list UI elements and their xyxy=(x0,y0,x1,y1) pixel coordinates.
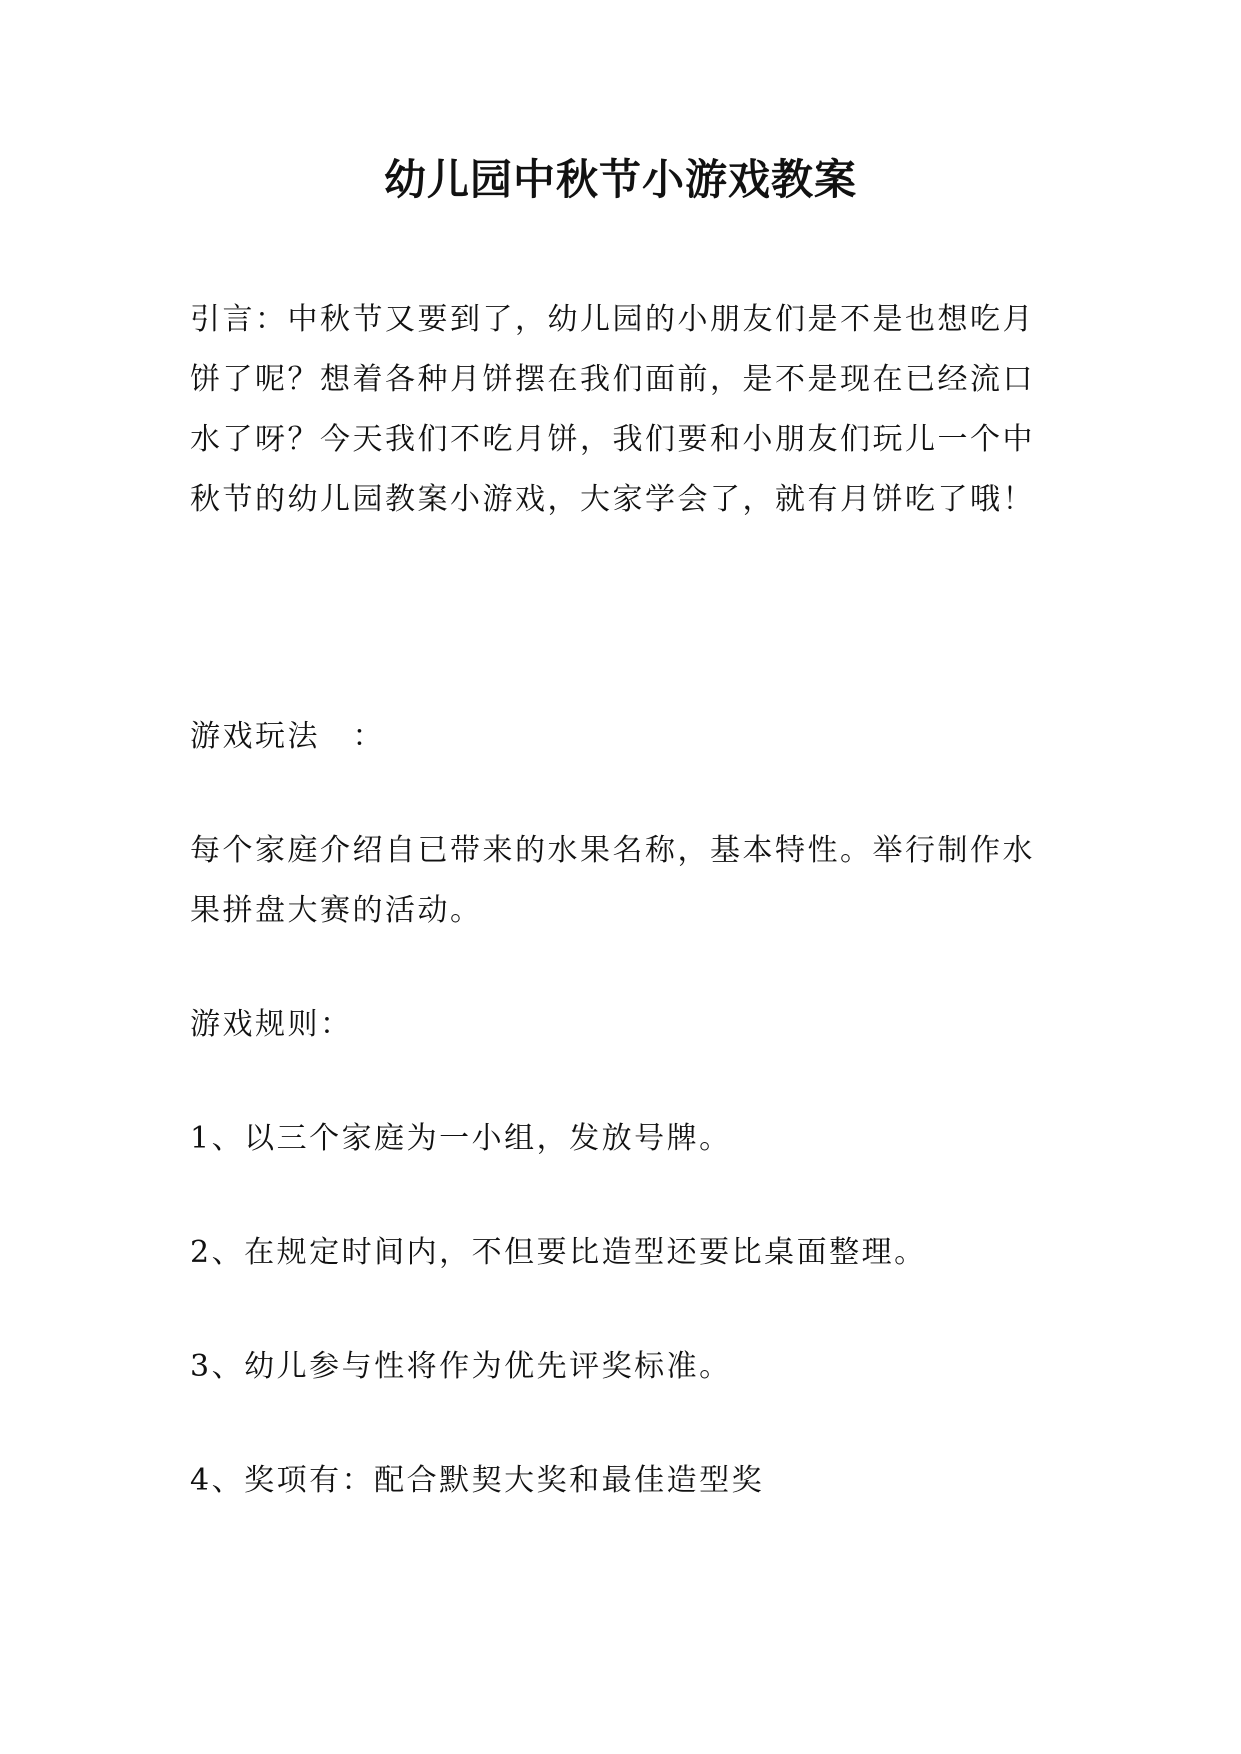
rule-item-4: 4、奖项有：配合默契大奖和最佳造型奖 xyxy=(190,1463,765,1498)
document-title: 幼儿园中秋节小游戏教案 xyxy=(383,155,857,204)
document-body xyxy=(190,290,1065,1511)
rule-item-3: 3、幼儿参与性将作为优先评奖标准。 xyxy=(190,1349,732,1384)
rules-heading: 游戏规则： xyxy=(190,1007,353,1042)
rule-item-1: 1、以三个家庭为一小组，发放号牌。 xyxy=(190,1121,732,1156)
gameplay-paragraph: 每个家庭介绍自已带来的水果名称，基本特性。举行制作水果拼盘大赛的活动。 xyxy=(190,833,1035,928)
intro-paragraph: 引言：中秋节又要到了，幼儿园的小朋友们是不是也想吃月饼了呢？想着各种月饼摆在我们面前，是不是现在已经流口水了呀？今天我们不吃月饼，我们要和小朋友们玩儿一个中秋节的幼儿园教案小游戏，大家学会了，就有月饼吃了哦！ xyxy=(190,302,1035,517)
gameplay-heading: 游戏玩法 ： xyxy=(190,719,385,754)
rule-item-2: 2、在规定时间内，不但要比造型还要比桌面整理。 xyxy=(190,1235,927,1270)
